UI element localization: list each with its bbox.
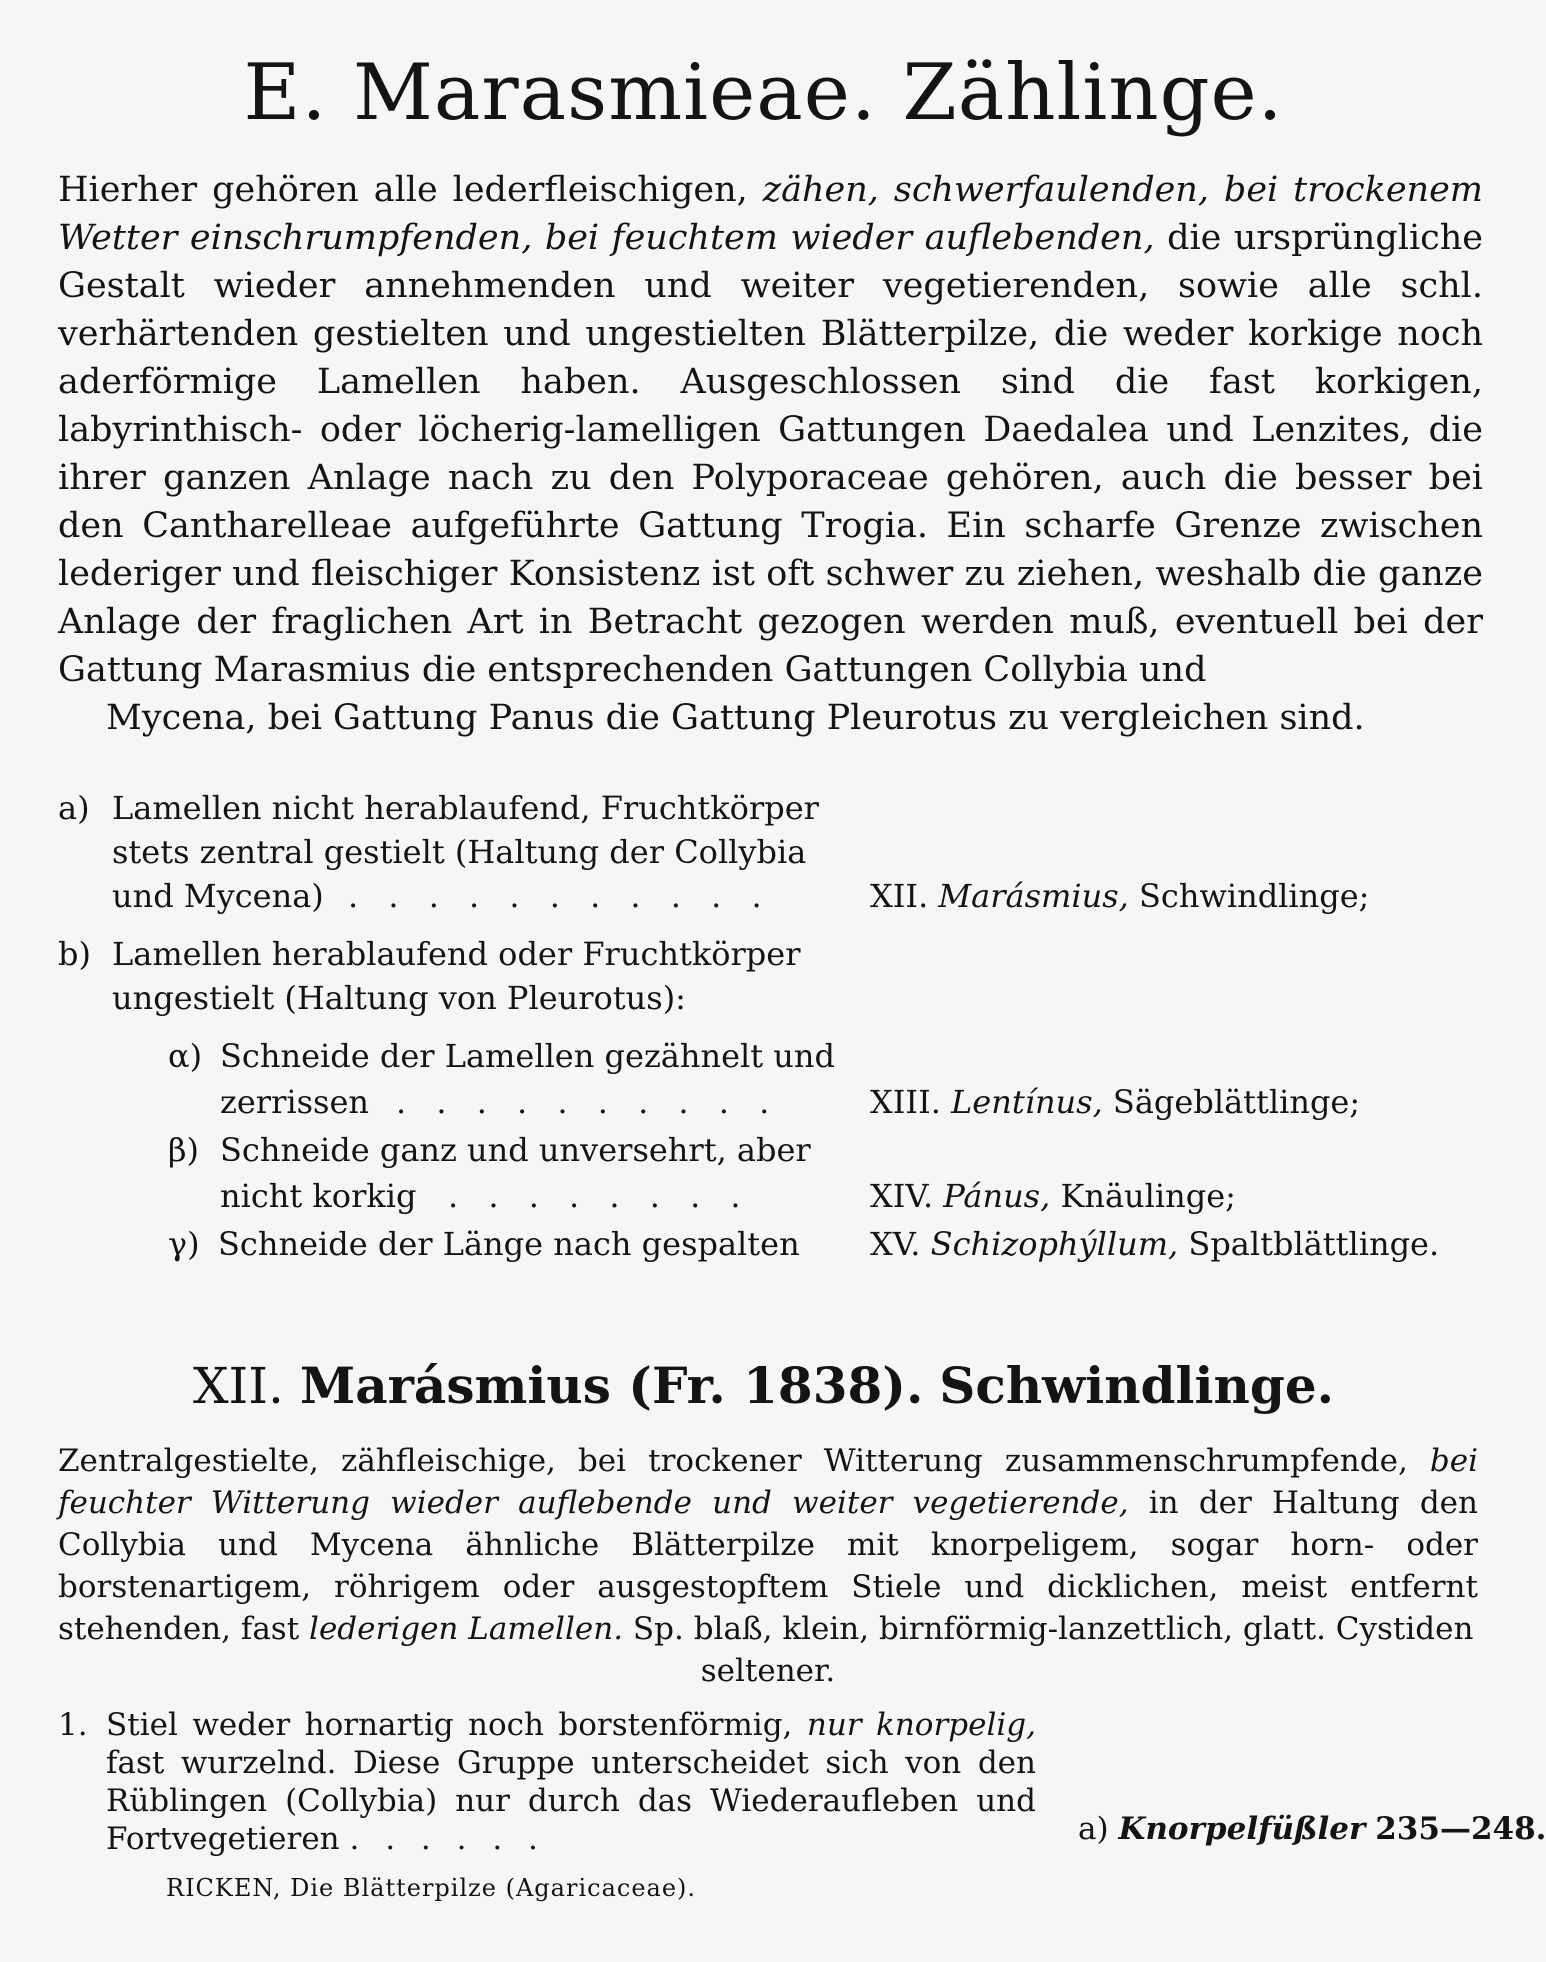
key-dots-alpha: . . . . . . . . . . [396,1083,780,1121]
key-text-beta-1: Schneide ganz und unversehrt, aber [220,1131,811,1169]
key-text-a-3: und Mycena) [112,877,324,915]
genus-number: XII. [870,877,929,915]
key-text-a-2: stets zentral gestielt (Haltung der Collybia [112,833,807,871]
genus-number: XV. [870,1225,921,1263]
key-label-a: a) [58,789,90,827]
section-common-name: Schwindlinge. [939,1356,1335,1415]
key-label-b: b) [58,935,91,973]
genus-common: Knäulinge; [1060,1177,1236,1215]
key-text-b-2: ungestielt (Haltung von Pleurotus): [112,979,686,1017]
desc-text-2: in der Haltung den Collybia und Mycena ähnliche Blätterpilze mit knorpeligem, sogar horn- oder borstenartigem, röhrigem oder ausgestopftem Stiele und dicklichen, meist entfernt stehenden, fast [58,1485,1478,1647]
key-dots-a: . . . . . . . . . . . [348,877,772,915]
intro-text-last: Mycena, bei Gattung Panus die Gattung Pleurotus zu vergleichen sind. [106,698,1365,738]
subkey-text-italic: nur knorpelig, [806,1707,1037,1743]
desc-text-3: Sp. blaß, klein, birnförmig-lanzettlich, glatt. Cystiden [632,1611,1474,1647]
genus-name: Pánus, [943,1177,1051,1215]
key-result-gamma [870,1222,1439,1266]
genus-common: Sägeblättlinge; [1112,1083,1361,1121]
intro-text-italic: zähen, schwerfaulenden, bei trockenem Wetter einschrumpfenden, bei feuchtem wieder auflebenden, [58,170,1483,258]
genus-common: Spaltblättlinge. [1188,1225,1440,1263]
section-genus: Marásmius (Fr. 1838). [299,1356,924,1415]
key-text-b-1: Lamellen herablaufend oder Fruchtkörper [112,935,801,973]
genus-name: Schizophýllum, [930,1225,1179,1263]
desc-text-italic-2: lederigen Lamellen. [309,1611,624,1647]
key-result-beta [870,1174,1236,1218]
key-text-alpha-2: zerrissen [220,1083,370,1121]
intro-text-2: die ursprüngliche Gestalt wieder annehmenden und weiter vegetierenden, sowie alle schl. verhärtenden gestielten und ungestielten Blätterpilze, die weder korkige noch aderförmige Lamellen haben. Ausgeschlossen sind die fast korkigen, labyrinthisch- oder löcherig-lamelligen Gattungen Daedalea und Lenzites, die ihrer ganzen Anlage nach zu den Polyporaceae gehören, auch die besser bei den Cantharelleae aufgeführte Gattung Trogia. Ein scharfe Grenze zwischen lederiger und fleischiger Konsistenz ist oft schwer zu ziehen, weshalb die ganze Anlage der fraglichen Art in Betracht gezogen werden muß, eventuell bei der Gattung Marasmius die entsprechenden Gattungen Collybia und [58,218,1483,690]
key-text-gamma-1: Schneide der Länge nach gespalten [218,1225,800,1263]
subkey-result-range: 235—248. [1375,1811,1546,1847]
section-title [0,1356,1527,1415]
subkey-result-name: Knorpelfüßler [1118,1811,1366,1847]
desc-text-1: Zentralgestielte, zähfleischige, bei trockener Witterung zusammenschrumpfende, [58,1443,1408,1479]
subkey-number: 1. [58,1707,88,1743]
genus-name: Marásmius, [938,877,1129,915]
section-number: XII. [192,1357,284,1415]
key-text-beta-2: nicht korkig [220,1177,417,1215]
intro-text-1: Hierher gehören alle lederfleischigen, [58,170,748,210]
key-label-alpha: α) [168,1037,203,1075]
desc-text-4: seltener. [700,1653,836,1689]
running-footer: RICKEN, Die Blätterpilze (Agaricaceae). [166,1874,697,1902]
subkey-dots: . . . . . . [349,1821,546,1857]
key-result-a [870,874,1369,918]
genus-number: XIV. [870,1177,934,1215]
genus-number: XIII. [870,1083,941,1121]
key-text-a-1: Lamellen nicht herablaufend, Fruchtkörper [112,789,819,827]
subkey-result-label: a) [1078,1811,1109,1847]
genus-name: Lentínus, [951,1083,1103,1121]
subkey-text [106,1706,1036,1858]
page-title: E. Marasmieae. Zählinge. [243,48,1284,138]
genus-common: Schwindlinge; [1139,877,1370,915]
desc-text-italic-1: bei feuchter Witterung wieder auflebende und weiter vegetierende, [58,1443,1478,1521]
key-result-alpha [870,1080,1360,1124]
subkey-result [1078,1810,1546,1848]
intro-paragraph [58,166,1483,742]
subkey-text-1: Stiel weder hornartig noch borstenförmig, [106,1707,793,1743]
key-dots-beta: . . . . . . . . [448,1177,751,1215]
genus-description [58,1440,1478,1692]
subkey-text-2: fast wurzelnd. Diese Gruppe unterscheidet sich von den Rüblingen (Collybia) nur durch das Wiederaufleben und Fortvegetieren [106,1745,1036,1857]
key-label-gamma: γ) [168,1225,200,1263]
key-text-alpha-1: Schneide der Lamellen gezähnelt und [220,1037,835,1075]
key-label-beta: β) [168,1131,199,1169]
